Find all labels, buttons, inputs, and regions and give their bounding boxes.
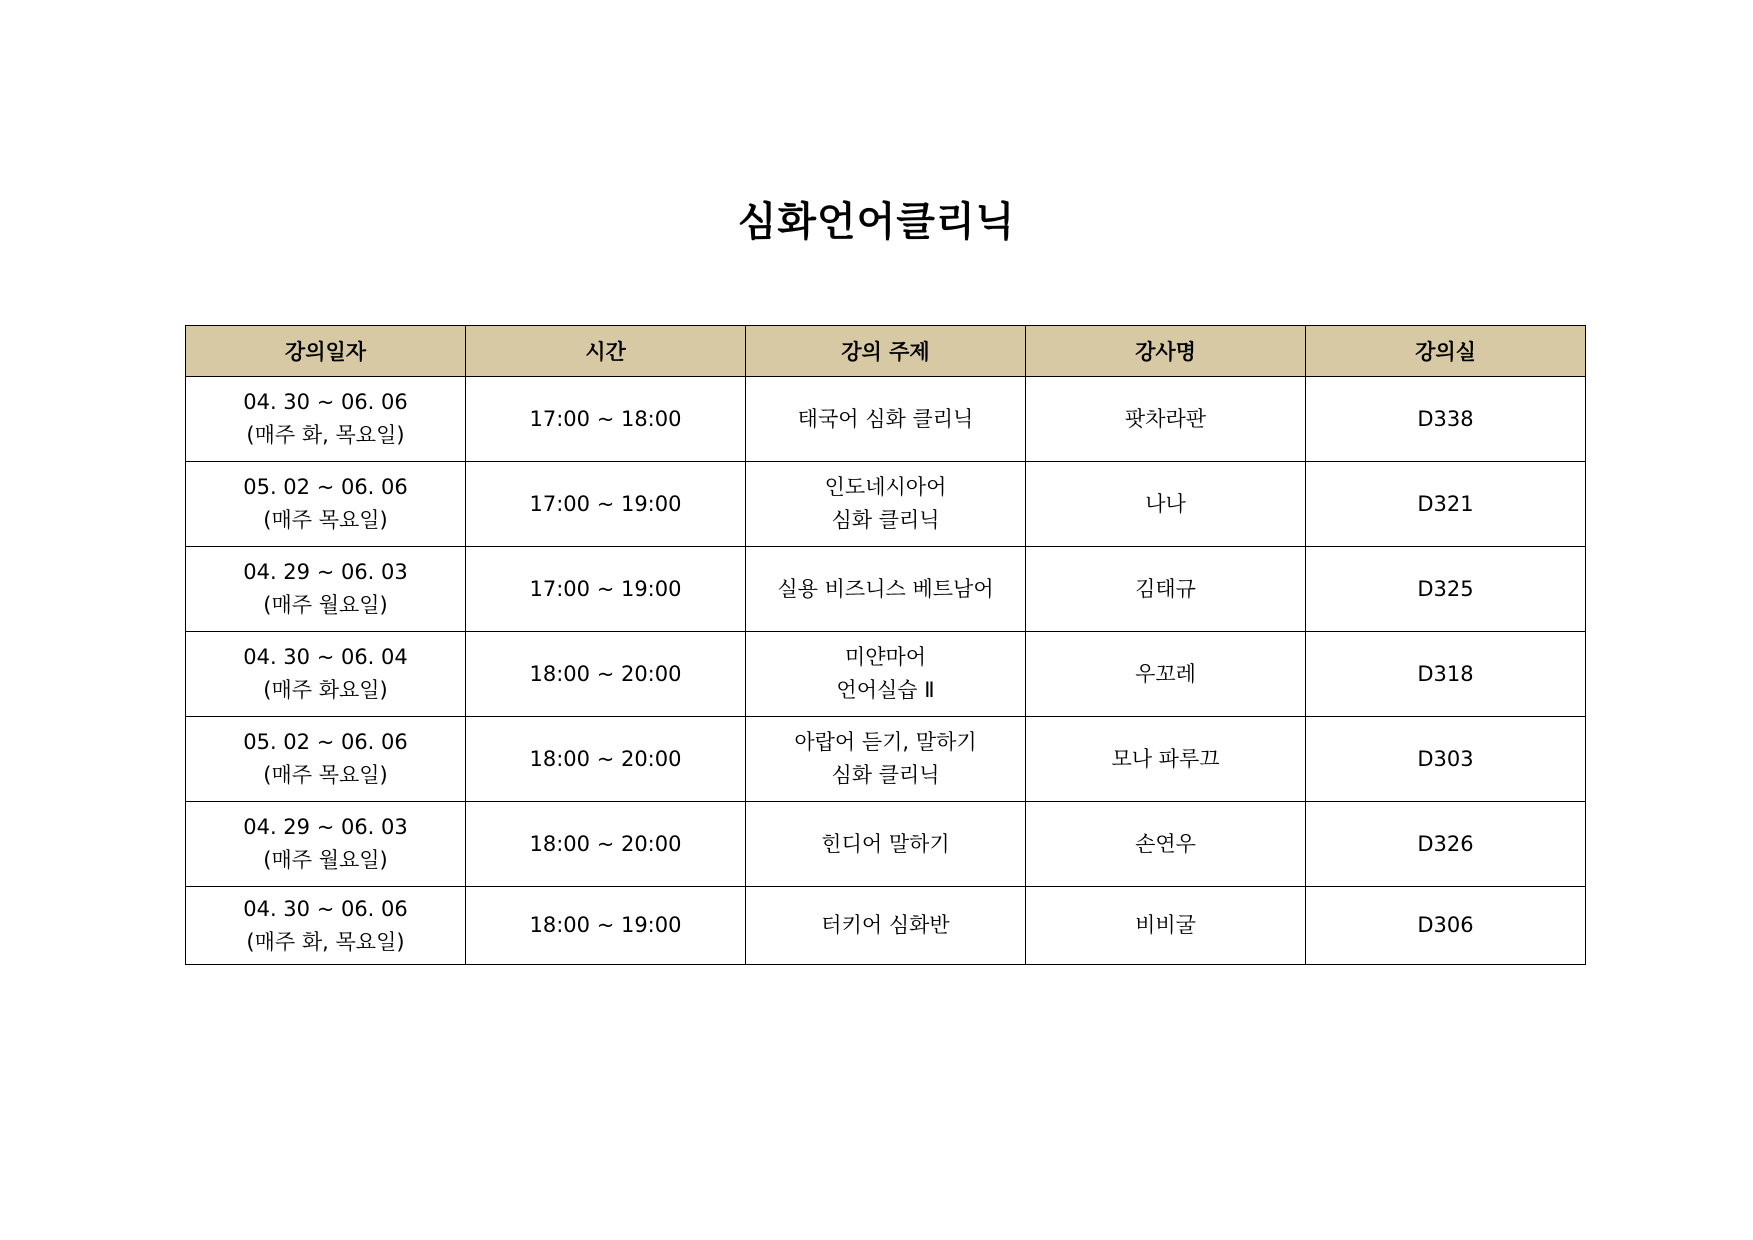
cell-instructor: 팟차라판 — [1026, 377, 1306, 462]
cell-classroom: D321 — [1306, 462, 1586, 547]
cell-classroom: D325 — [1306, 547, 1586, 632]
table-row — [186, 717, 1586, 802]
cell-instructor: 비비굴 — [1026, 887, 1306, 965]
cell-classroom: D306 — [1306, 887, 1586, 965]
header-lecture-date: 강의일자 — [186, 326, 466, 377]
cell-lecture-topic: 인도네시아어 심화 클리닉 — [746, 462, 1026, 547]
cell-time: 17:00 ~ 19:00 — [466, 462, 746, 547]
header-time: 시간 — [466, 326, 746, 377]
cell-lecture-topic: 아랍어 듣기, 말하기 심화 클리닉 — [746, 717, 1026, 802]
header-classroom: 강의실 — [1306, 326, 1586, 377]
table-row — [186, 547, 1586, 632]
cell-time: 17:00 ~ 18:00 — [466, 377, 746, 462]
cell-time: 18:00 ~ 20:00 — [466, 632, 746, 717]
table-row — [186, 802, 1586, 887]
cell-lecture-date: 04. 29 ~ 06. 03 (매주 월요일) — [186, 802, 466, 887]
cell-lecture-topic: 터키어 심화반 — [746, 887, 1026, 965]
header-lecture-topic: 강의 주제 — [746, 326, 1026, 377]
table-header-row — [186, 326, 1586, 377]
header-instructor: 강사명 — [1026, 326, 1306, 377]
table-row — [186, 632, 1586, 717]
cell-time: 18:00 ~ 20:00 — [466, 802, 746, 887]
cell-lecture-date: 05. 02 ~ 06. 06 (매주 목요일) — [186, 462, 466, 547]
cell-instructor: 손연우 — [1026, 802, 1306, 887]
cell-lecture-date: 04. 30 ~ 06. 06 (매주 화, 목요일) — [186, 887, 466, 965]
cell-classroom: D326 — [1306, 802, 1586, 887]
cell-lecture-date: 05. 02 ~ 06. 06 (매주 목요일) — [186, 717, 466, 802]
page-title: 심화언어클리닉 — [737, 199, 1016, 245]
cell-lecture-date: 04. 30 ~ 06. 06 (매주 화, 목요일) — [186, 377, 466, 462]
cell-instructor: 우꼬레 — [1026, 632, 1306, 717]
cell-instructor: 모나 파루끄 — [1026, 717, 1306, 802]
cell-classroom: D318 — [1306, 632, 1586, 717]
cell-lecture-date: 04. 30 ~ 06. 04 (매주 화요일) — [186, 632, 466, 717]
cell-instructor: 김태규 — [1026, 547, 1306, 632]
table-row — [186, 462, 1586, 547]
cell-lecture-topic: 태국어 심화 클리닉 — [746, 377, 1026, 462]
cell-time: 18:00 ~ 19:00 — [466, 887, 746, 965]
cell-classroom: D303 — [1306, 717, 1586, 802]
cell-time: 18:00 ~ 20:00 — [466, 717, 746, 802]
cell-lecture-date: 04. 29 ~ 06. 03 (매주 월요일) — [186, 547, 466, 632]
table-row — [186, 377, 1586, 462]
cell-classroom: D338 — [1306, 377, 1586, 462]
cell-time: 17:00 ~ 19:00 — [466, 547, 746, 632]
table-row — [186, 887, 1586, 965]
cell-instructor: 나나 — [1026, 462, 1306, 547]
cell-lecture-topic: 실용 비즈니스 베트남어 — [746, 547, 1026, 632]
cell-lecture-topic: 미얀마어 언어실습 Ⅱ — [746, 632, 1026, 717]
schedule-table — [185, 325, 1586, 965]
cell-lecture-topic: 힌디어 말하기 — [746, 802, 1026, 887]
